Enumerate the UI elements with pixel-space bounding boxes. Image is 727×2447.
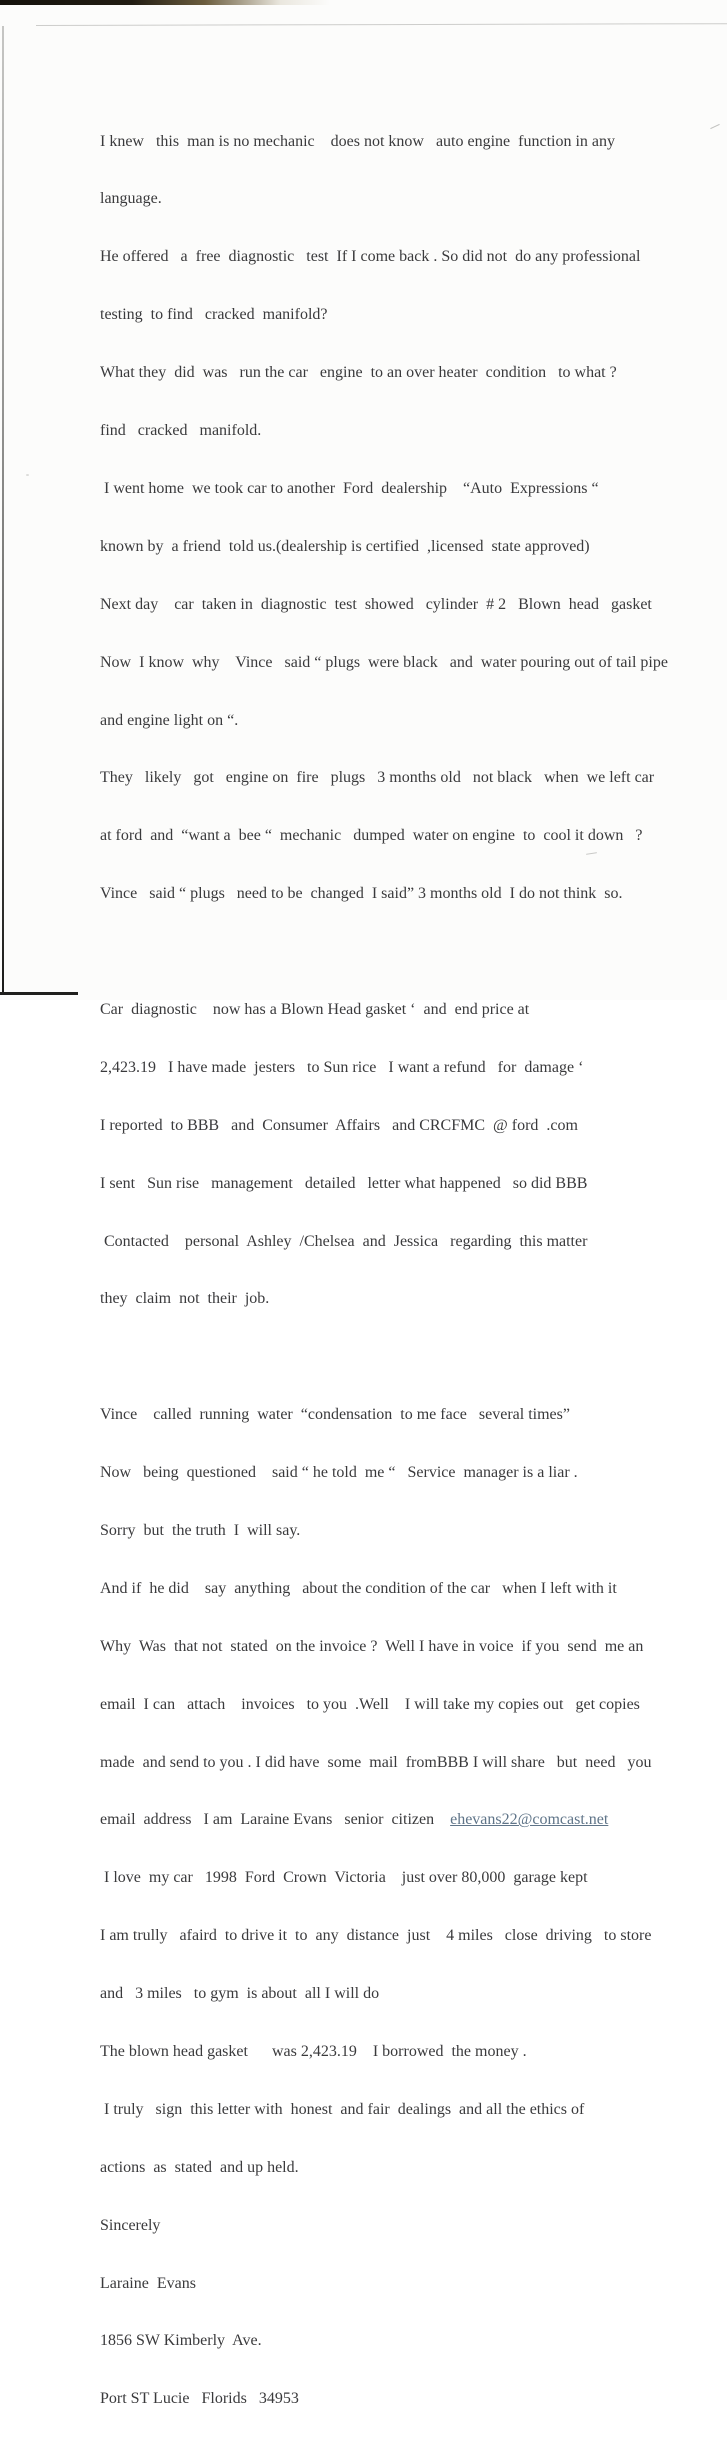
letter-line: Now I know why Vince said “ plugs were black and water pouring out of tail pipe (100, 653, 668, 671)
letter-line: testing to find cracked manifold? (100, 306, 328, 324)
letter-line: I love my car 1998 Ford Crown Victoria just over 80,000 garage kept (100, 1869, 588, 1887)
letter-line: The blown head gasket was 2,423.19 I borrowed the money . (100, 2042, 527, 2060)
letter-line: Vince called running water “condensation to me face several times” (100, 1406, 570, 1424)
letter-address-city: Port ST Lucie Florids 34953 (100, 2390, 299, 2408)
letter-signature-name: Laraine Evans (100, 2274, 196, 2292)
letter-line: He offered a free diagnostic test If I come back . So did not do any professional (100, 248, 641, 266)
letter-line: I am trully afaird to drive it to any distance just 4 miles close driving to store (100, 1927, 652, 1945)
letter-address-street: 1856 SW Kimberly Ave. (100, 2332, 262, 2350)
letter-line: at ford and “want a bee “ mechanic dumped water on engine to cool it down ? (100, 827, 643, 845)
letter-line: email I can attach invoices to you .Well I will take my copies out get copies (100, 1695, 640, 1713)
scan-edge-bottom-line (0, 992, 78, 995)
letter-line: Now being questioned said “ he told me “ Service manager is a liar . (100, 1464, 578, 1482)
letter-line: 2,423.19 I have made jesters to Sun rice I want a refund for damage ‘ (100, 1058, 584, 1076)
letter-line: and engine light on “. (100, 711, 239, 729)
letter-line: I went home we took car to another Ford dealership “Auto Expressions “ (100, 479, 599, 497)
letter-line: I reported to BBB and Consumer Affairs and CRCFMC @ ford .com (100, 1116, 578, 1134)
scan-edge-top-mark (0, 0, 330, 5)
letter-line: actions as stated and up held. (100, 2158, 299, 2176)
letter-line: Sorry but the truth I will say. (100, 1521, 301, 1539)
scan-speck (26, 474, 29, 476)
letter-line: I knew this man is no mechanic does not know auto engine function in any (100, 132, 616, 150)
scan-hairline-top (36, 23, 727, 26)
letter-line: Next day car taken in diagnostic test showed cylinder # 2 Blown head gasket (100, 595, 652, 613)
scan-edge-left-line (2, 26, 4, 995)
letter-signoff: Sincerely (100, 2216, 161, 2234)
letter-line: Contacted personal Ashley /Chelsea and Jessica regarding this matter (100, 1232, 588, 1250)
letter-blank-line (100, 1347, 727, 1366)
letter-line: I truly sign this letter with honest and fair dealings and all the ethics of (100, 2100, 585, 2118)
letter-body (100, 93, 727, 2447)
letter-line-with-email (100, 1810, 727, 1829)
letter-line: Why Was that not stated on the invoice ? Well I have in voice if you send me an (100, 1637, 644, 1655)
letter-line: They likely got engine on fire plugs 3 months old not black when we left car (100, 769, 655, 787)
letter-line: language. (100, 190, 162, 208)
letter-line: and 3 miles to gym is about all I will do (100, 1985, 380, 2003)
email-link[interactable]: ehevans22@comcast.net (450, 1811, 609, 1829)
letter-line: I sent Sun rise management detailed letter what happened so did BBB (100, 1174, 588, 1192)
letter-line: known by a friend told us.(dealership is certified ,licensed state approved) (100, 537, 590, 555)
letter-line: Vince said “ plugs need to be changed I said” 3 months old I do not think so. (100, 885, 623, 903)
letter-line: Car diagnostic now has a Blown Head gasket ‘ and end price at (100, 1000, 530, 1018)
letter-line: And if he did say anything about the condition of the car when I left with it (100, 1579, 617, 1597)
letter-blank-line (100, 942, 727, 961)
letter-line-text: email address I am Laraine Evans senior citizen (100, 1811, 451, 1829)
letter-line: What they did was run the car engine to an over heater condition to what ? (100, 364, 617, 382)
letter-line: find cracked manifold. (100, 422, 262, 440)
letter-line: made and send to you . I did have some mail fromBBB I will share but need you (100, 1753, 652, 1771)
letter-line: they claim not their job. (100, 1290, 270, 1308)
